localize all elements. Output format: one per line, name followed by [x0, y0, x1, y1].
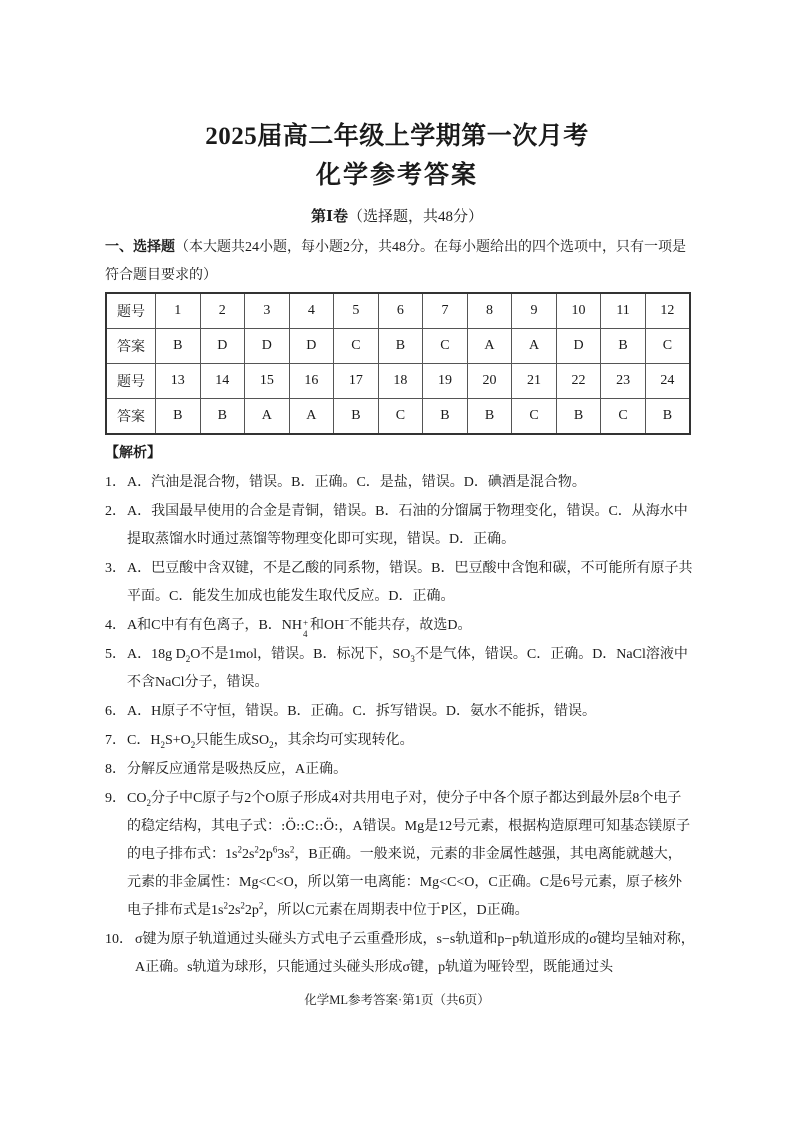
text-run: ，B正确。一般来说，元素的非金属性越强，其电离能就越大，元素的非金属性：Mg<C<O，所以第一电离能：Mg<C<O，C正确。C是6号元素，原子核外电子排布式是1s [127, 847, 683, 918]
question-number-cell: 8 [467, 293, 512, 329]
answer-row [106, 399, 690, 435]
text-run: 2s [227, 903, 241, 918]
answer-cell: B [467, 399, 512, 435]
answer-cell: D [245, 329, 290, 364]
answer-cell: B [423, 399, 468, 435]
part-title [0, 205, 794, 226]
subscript: 2 [160, 739, 165, 750]
answer-cell: A [245, 399, 290, 435]
item-number: 3． [105, 561, 126, 576]
answer-cell: B [334, 399, 379, 435]
analysis-item-2 [105, 498, 695, 554]
item-number: 8． [105, 762, 126, 777]
item-text [127, 615, 472, 639]
item-number: 9． [105, 791, 126, 806]
analysis-section [105, 440, 695, 982]
answer-cell: A [467, 329, 512, 364]
text-run: ，其余均可实现转化。 [273, 733, 414, 748]
analysis-item-4 [105, 612, 695, 640]
text-run: 不是气体，错误。C．正确。D．NaCl溶液中不含NaCl分子，错误。 [127, 647, 688, 690]
answer-cell: B [378, 329, 423, 364]
section-description: （本大题共24小题，每小题2分，共48分。在每小题给出的四个选项中，只有一项是符合题目要求的） [105, 240, 686, 283]
superscript: − [344, 615, 350, 626]
item-text [127, 791, 690, 918]
text-run: S+O [164, 733, 191, 748]
part-title-desc: （选择题，共48分） [348, 209, 484, 225]
text-run: O不是1mol，错误。B．标况下，SO [190, 647, 411, 662]
answer-cell: B [156, 399, 201, 435]
answer-cell: C [423, 329, 468, 364]
subscript: 2 [190, 739, 196, 750]
row-label: 题号 [106, 364, 156, 399]
text-run: ，A错误。Mg是12号元素，根据构造原理可知基态镁原子的电子排布式：1s [127, 819, 691, 862]
analysis-item-8 [105, 756, 695, 784]
item-number: 1． [105, 475, 126, 490]
question-number-cell: 7 [423, 293, 468, 329]
row-label: 答案 [106, 399, 156, 435]
answer-cell: A [512, 329, 557, 364]
question-number-cell: 17 [334, 364, 379, 399]
ion-charge-index [302, 615, 310, 639]
answer-cell: B [601, 329, 646, 364]
question-number-cell: 16 [289, 364, 334, 399]
question-number-cell: 5 [334, 293, 379, 329]
item-number: 2． [105, 504, 126, 519]
question-number-row [106, 364, 690, 399]
text-run: 只能生成SO [195, 733, 270, 748]
subscript: 2 [146, 797, 151, 808]
text-run: ，所以C元素在周期表中位于P区，D正确。 [263, 903, 529, 918]
question-number-cell: 11 [601, 293, 646, 329]
item-text [127, 647, 688, 690]
analysis-item-6 [105, 698, 695, 726]
item-number: 6． [105, 704, 126, 719]
question-number-cell: 9 [512, 293, 557, 329]
document-subtitle: 化学参考答案 [315, 162, 478, 189]
text-run: 不能共存，故选D。 [349, 618, 472, 633]
analysis-item-9 [105, 785, 695, 925]
answer-cell: C [334, 329, 379, 364]
question-number-cell: 3 [245, 293, 290, 329]
superscript: + [303, 618, 309, 628]
superscript: 2 [289, 844, 295, 855]
subscript: 4 [303, 629, 308, 639]
question-number-cell: 14 [200, 364, 245, 399]
analysis-item-1 [105, 469, 695, 497]
question-number-cell: 12 [645, 293, 690, 329]
item-text: A．我国最早使用的合金是青铜，错误。B．石油的分馏属于物理变化，错误。C．从海水中提取蒸馏水时通过蒸馏等物理变化即可实现，错误。D．正确。 [127, 504, 688, 547]
question-number-cell: 6 [378, 293, 423, 329]
question-number-row [106, 293, 690, 329]
answer-cell: B [556, 399, 601, 435]
question-number-cell: 10 [556, 293, 601, 329]
item-text: A．巴豆酸中含双键，不是乙酸的同系物，错误。B．巴豆酸中含饱和碳，不可能所有原子共平面。C．能发生加成也能发生取代反应。D．正确。 [127, 561, 693, 604]
question-number-cell: 23 [601, 364, 646, 399]
question-number-cell: 21 [512, 364, 557, 399]
text-run: A．18g D [127, 647, 186, 662]
section-intro [105, 234, 690, 290]
row-label: 题号 [106, 293, 156, 329]
question-number-cell: 13 [156, 364, 201, 399]
text-run: 2s [241, 847, 255, 862]
analysis-item-5 [105, 641, 695, 697]
superscript: 2 [237, 844, 242, 855]
item-number: 4． [105, 618, 126, 633]
superscript: 2 [254, 844, 259, 855]
question-number-cell: 4 [289, 293, 334, 329]
row-label: 答案 [106, 329, 156, 364]
answer-cell: B [156, 329, 201, 364]
text-run: 2p [244, 903, 259, 918]
text-run: 2p [258, 847, 273, 862]
superscript: 2 [240, 900, 245, 911]
section-heading: 一、选择题 [105, 240, 175, 255]
question-number-cell: 18 [378, 364, 423, 399]
text-run: 分子中C原子与2个O原子形成4对共用电子对，使分子中各个原子都达到最外层8个电子的稳定结构，其电子式： [127, 791, 682, 834]
item-text: A．汽油是混合物，错误。B．正确。C．是盐，错误。D．碘酒是混合物。 [127, 475, 586, 490]
superscript: 2 [258, 900, 264, 911]
text-run: A和C中有有色离子，B．NH [127, 618, 303, 633]
answer-cell: C [645, 329, 690, 364]
subscript: 2 [269, 739, 274, 750]
item-number: 10． [105, 932, 133, 947]
superscript: 2 [223, 900, 228, 911]
answer-row [106, 329, 690, 364]
item-number: 5． [105, 647, 126, 662]
question-number-cell: 19 [423, 364, 468, 399]
question-number-cell: 15 [245, 364, 290, 399]
document-title: 2025届高二年级上学期第一次月考 [205, 123, 589, 150]
answer-cell: C [601, 399, 646, 435]
superscript: 6 [272, 844, 278, 855]
answer-cell: C [378, 399, 423, 435]
subscript: 2 [185, 653, 191, 664]
text-run: 和OH [310, 618, 345, 633]
lewis-structure: :Ö::C::Ö: [281, 819, 339, 834]
answer-cell: B [200, 399, 245, 435]
answer-cell: D [556, 329, 601, 364]
question-number-cell: 24 [645, 364, 690, 399]
analysis-item-3 [105, 555, 695, 611]
subscript: 3 [410, 653, 415, 664]
question-number-cell: 22 [556, 364, 601, 399]
question-number-cell: 2 [200, 293, 245, 329]
answer-cell: C [512, 399, 557, 435]
item-text: A．H原子不守恒，错误。B．正确。C．拆写错误。D．氨水不能拆，错误。 [127, 704, 597, 719]
analysis-item-10 [105, 926, 695, 982]
page-footer: 化学ML参考答案·第1页（共6页） [304, 993, 490, 1007]
answer-cell: A [289, 399, 334, 435]
text-run: 3s [277, 847, 290, 862]
item-text: 分解反应通常是吸热反应，A正确。 [127, 762, 348, 777]
part-title-label: 第Ⅰ卷 [310, 209, 348, 225]
analysis-heading: 【解析】 [105, 446, 161, 461]
analysis-item-7 [105, 727, 695, 755]
item-text [127, 733, 414, 748]
text-run: C．H [127, 733, 161, 748]
answer-cell: D [289, 329, 334, 364]
question-number-cell: 20 [467, 364, 512, 399]
answer-cell: D [200, 329, 245, 364]
item-text: σ键为原子轨道通过头碰头方式电子云重叠形成，s−s轨道和p−p轨道形成的σ键均呈轴对称，A正确。s轨道为球形，只能通过头碰头形成σ键，p轨道为哑铃型，既能通过头 [135, 932, 695, 975]
text-run: CO [127, 791, 147, 806]
answer-cell: B [645, 399, 690, 435]
item-number: 7． [105, 733, 126, 748]
question-number-cell: 1 [156, 293, 201, 329]
answer-table [105, 292, 691, 435]
